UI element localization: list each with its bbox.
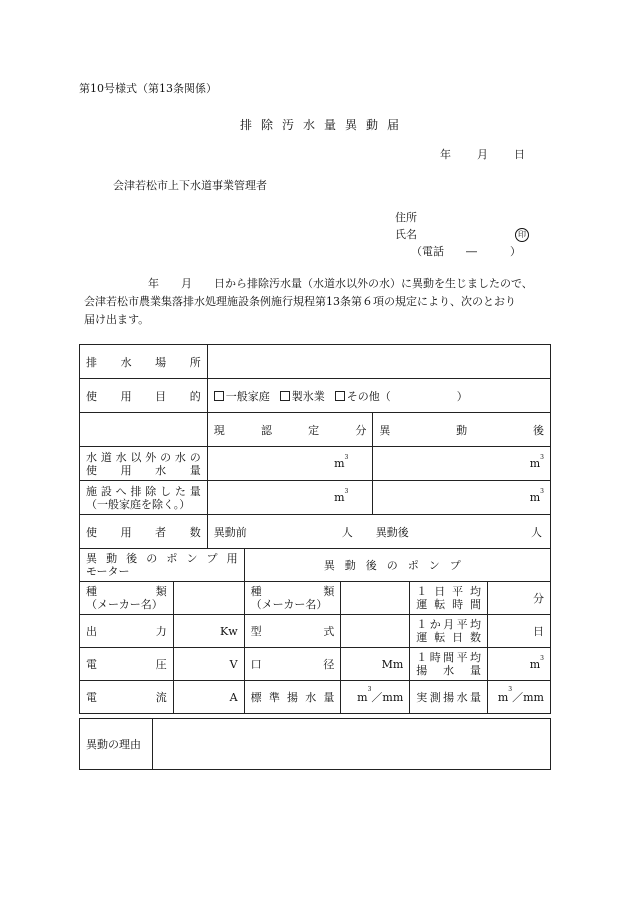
model-field[interactable] [341,615,410,648]
form-number: 第10号様式（第13条関係） [79,82,217,95]
body-text [84,275,554,329]
row-output [80,615,551,648]
daily-time-line1: １日平均 [416,585,482,598]
daily-time-label [410,582,488,615]
voltage-field[interactable] [173,648,244,681]
users-label: 使用者数 [80,515,208,549]
row-current [80,681,551,714]
current-label: 電流 [80,681,174,714]
pump-type-field[interactable] [341,582,410,615]
row-discharge-volume [80,481,551,515]
monthly-days-line1: １か月平均 [416,618,482,631]
date-month: 月 [477,148,488,161]
blank-header [80,413,208,447]
voltage-label: 電圧 [80,648,174,681]
unit-per-mm: ／mm [512,691,544,704]
current-field[interactable] [173,681,244,714]
motor-type-label [80,582,174,615]
col-current: 現認定分 [207,413,373,447]
monthly-days-label [410,615,488,648]
model-label: 型式 [244,615,341,648]
purpose-checkbox-other[interactable] [335,391,345,401]
pump-type-line1: 種類 [250,585,335,598]
unit-v: V [229,657,238,671]
water-label-line2: 使用水量 [86,463,201,477]
users-before-label: 異動前 [213,525,247,539]
unit-kw: Kw [219,624,238,638]
pump-after-header: 異動後のポンプ [244,549,550,582]
water-after-cell[interactable]: $m^3$ [373,447,551,481]
motor-type-field[interactable] [173,582,244,615]
unit-per-mm: ／mm [371,691,404,704]
reason-field[interactable] [152,719,550,770]
bore-label: 口径 [244,648,341,681]
row-location [80,345,551,379]
unit-mm: Mm [381,657,404,671]
pump-type-label [244,582,341,615]
hourly-line1: １時間平均 [416,651,482,664]
output-label: 出力 [80,615,174,648]
pump-type-line2: （メーカー名） [250,598,328,611]
hourly-field[interactable]: $m^3$ [488,648,551,681]
hourly-line2: 揚水量 [416,664,482,677]
purpose-options [207,379,550,413]
body-line-3: 届け出ます。 [84,313,150,326]
location-label: 排水場所 [80,345,208,379]
location-field[interactable] [207,345,550,379]
row-voltage [80,648,551,681]
name-label: 氏名 [395,228,417,241]
unit-m3: m [357,691,368,704]
standard-pump-label: 標準揚水量 [244,681,341,714]
standard-pump-field[interactable]: $m^3/mm$ [341,681,410,714]
applicant-block [395,209,529,260]
pump-motor-line1: 異動後のポンプ用 [86,552,238,565]
addressee: 会津若松市上下水道事業管理者 [113,179,267,192]
reason-label: 異動の理由 [80,719,153,770]
unit-m3: m [334,457,345,470]
daily-time-field[interactable] [488,582,551,615]
motor-type-line2: （メーカー名） [86,598,163,611]
purpose-opt-household: 一般家庭 [225,389,270,403]
date-line [440,146,525,162]
discharge-current-cell[interactable]: $m^3$ [207,481,373,515]
reason-table [79,718,551,770]
lower-table [79,548,551,714]
discharge-label-line2: （一般家庭を除く。） [86,497,191,511]
date-day: 日 [514,148,525,161]
water-label [80,447,208,481]
row-water-volume [80,447,551,481]
monthly-days-line2: 運転日数 [416,631,482,644]
unit-m3: m [497,691,509,704]
date-year: 年 [440,148,451,161]
row-users [80,515,551,549]
unit-m3: m [529,491,541,504]
water-label-line1: 水道水以外の水の [86,450,201,464]
body-line-2: 会津若松市農業集落排水処理施設条例施行規程第13条第６項の規定により、次のとおり [84,295,516,308]
row-type [80,582,551,615]
row-purpose [80,379,551,413]
row-pump-headers [80,549,551,582]
body-line-1: 年 月 日から排除汚水量（水道水以外の水）に異動を生じましたので、 [148,277,533,290]
form-title: 排除汚水量異動届 [239,118,408,132]
unit-day: 日 [533,625,544,638]
hourly-label [410,648,488,681]
users-before-unit: 人 [341,526,353,539]
bore-field[interactable] [341,648,410,681]
address-label: 住所 [395,211,417,224]
measured-pump-field[interactable]: $m^3/mm$ [488,681,551,714]
row-col-headers [80,413,551,447]
discharge-after-cell[interactable]: $m^3$ [373,481,551,515]
users-after-unit: 人 [531,526,542,539]
daily-time-line2: 運転時間 [416,598,482,611]
row-reason [80,719,551,770]
purpose-label: 使用目的 [80,379,208,413]
unit-m3: m [529,457,541,470]
users-after-label: 異動後 [375,526,409,539]
phone-label: （電話 ― ） [411,245,521,258]
seal-mark: 印 [515,228,529,242]
name-row [395,226,529,243]
pump-motor-header [80,549,245,582]
unit-min: 分 [533,592,544,605]
unit-m3: m [529,657,541,671]
monthly-days-field[interactable] [488,615,551,648]
purpose-checkbox-ice[interactable] [280,391,290,401]
motor-type-line1: 種類 [86,585,167,598]
unit-a: A [229,690,238,704]
measured-pump-label: 実測揚水量 [410,681,488,714]
col-after: 異動後 [373,413,551,447]
unit-m3: m [334,491,345,504]
purpose-checkbox-household[interactable] [214,391,224,401]
discharge-label-line1: 施設へ排除した量 [86,484,201,498]
discharge-label [80,481,208,515]
output-field[interactable] [173,615,244,648]
purpose-opt-ice: 製氷業 [291,389,325,403]
users-cell[interactable] [207,515,550,549]
upper-table [79,344,551,549]
water-current-cell[interactable]: $m^3$ [207,447,373,481]
pump-motor-line2: モーター [86,565,130,578]
purpose-opt-other: その他（ ） [346,389,468,403]
